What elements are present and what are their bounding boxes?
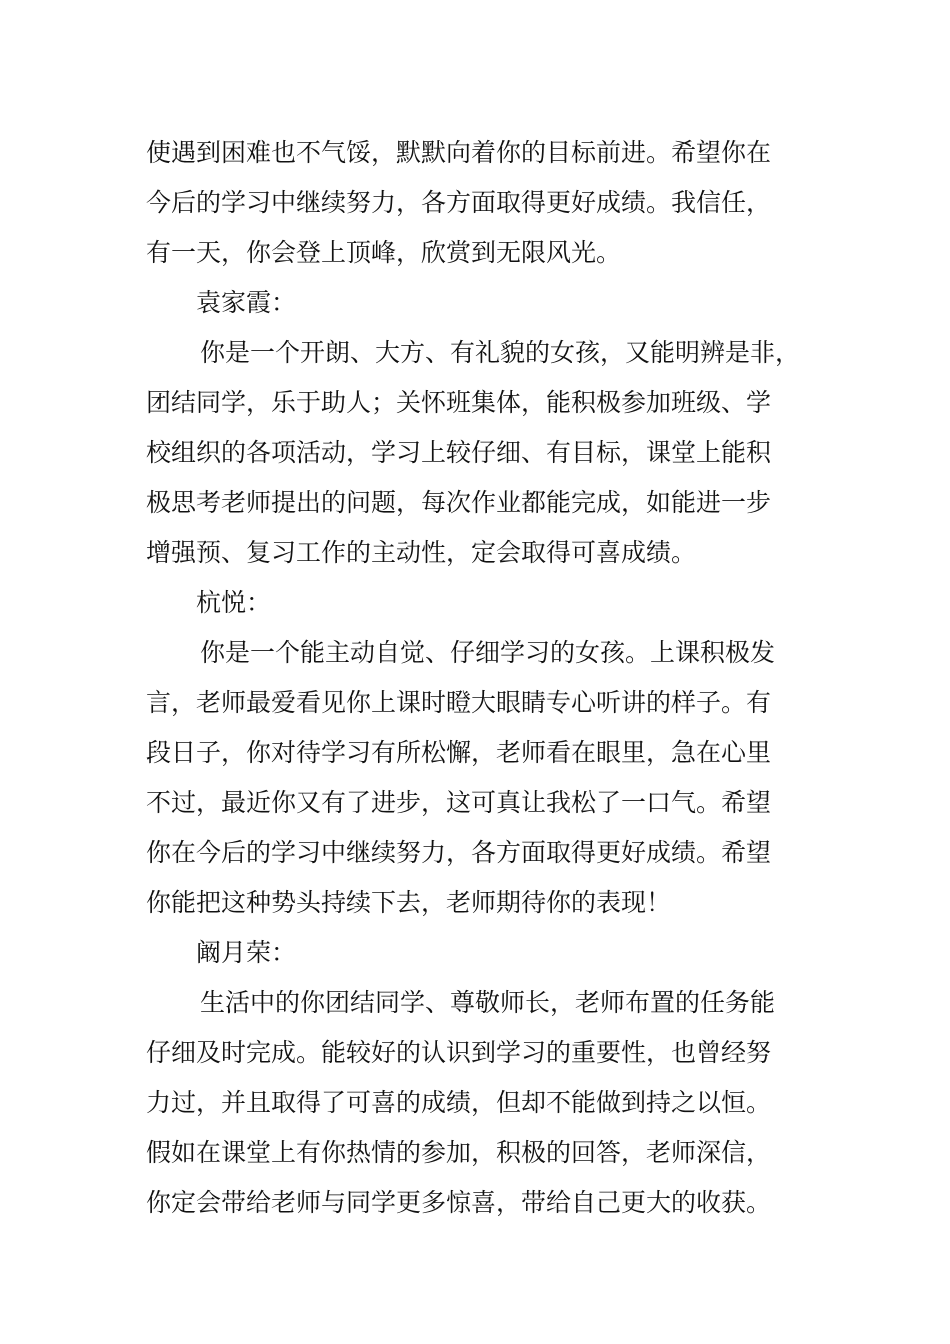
paragraph-line: 仔细及时完成。能较好的认识到学习的重要性，也曾经努 xyxy=(146,1038,772,1067)
paragraph-first-line: 你是一个开朗、大方、有礼貌的女孩，又能明辨是非， xyxy=(200,338,801,367)
document-body xyxy=(146,128,810,1228)
paragraph-line: 段日子，你对待学习有所松懈，老师看在眼里，急在心里 xyxy=(146,738,772,767)
paragraph-line: 你能把这种势头持续下去，老师期待你的表现！ xyxy=(146,888,672,917)
paragraph-line: 增强预、复习工作的主动性，定会取得可喜成绩。 xyxy=(146,538,697,567)
student-name-heading: 阚月荣： xyxy=(196,938,297,967)
paragraph-line: 校组织的各项活动，学习上较仔细、有目标，课堂上能积 xyxy=(146,438,772,467)
paragraph-line: 团结同学，乐于助人；关怀班集体，能积极参加班级、学 xyxy=(146,388,772,417)
paragraph-line: 你在今后的学习中继续努力，各方面取得更好成绩。希望 xyxy=(146,838,772,867)
paragraph-line: 力过，并且取得了可喜的成绩，但却不能做到持之以恒。 xyxy=(146,1088,772,1117)
paragraph-line: 今后的学习中继续努力，各方面取得更好成绩。我信任， xyxy=(146,188,772,217)
paragraph-first-line: 你是一个能主动自觉、仔细学习的女孩。上课积极发 xyxy=(200,638,776,667)
paragraph-line: 不过，最近你又有了进步，这可真让我松了一口气。希望 xyxy=(146,788,772,817)
student-name-heading: 杭悦： xyxy=(196,588,272,617)
paragraph-line: 假如在课堂上有你热情的参加，积极的回答，老师深信， xyxy=(146,1138,772,1167)
paragraph-line: 极思考老师提出的问题，每次作业都能完成，如能进一步 xyxy=(146,488,772,517)
paragraph-line: 使遇到困难也不气馁，默默向着你的目标前进。希望你在 xyxy=(146,138,772,167)
paragraph-line: 言，老师最爱看见你上课时瞪大眼睛专心听讲的样子。有 xyxy=(146,688,772,717)
paragraph-first-line: 生活中的你团结同学、尊敬师长，老师布置的任务能 xyxy=(200,988,776,1017)
student-name-heading: 袁家霞： xyxy=(196,288,297,317)
paragraph-line: 有一天，你会登上顶峰，欣赏到无限风光。 xyxy=(146,238,622,267)
paragraph-line: 你定会带给老师与同学更多惊喜，带给自己更大的收获。 xyxy=(146,1188,772,1217)
